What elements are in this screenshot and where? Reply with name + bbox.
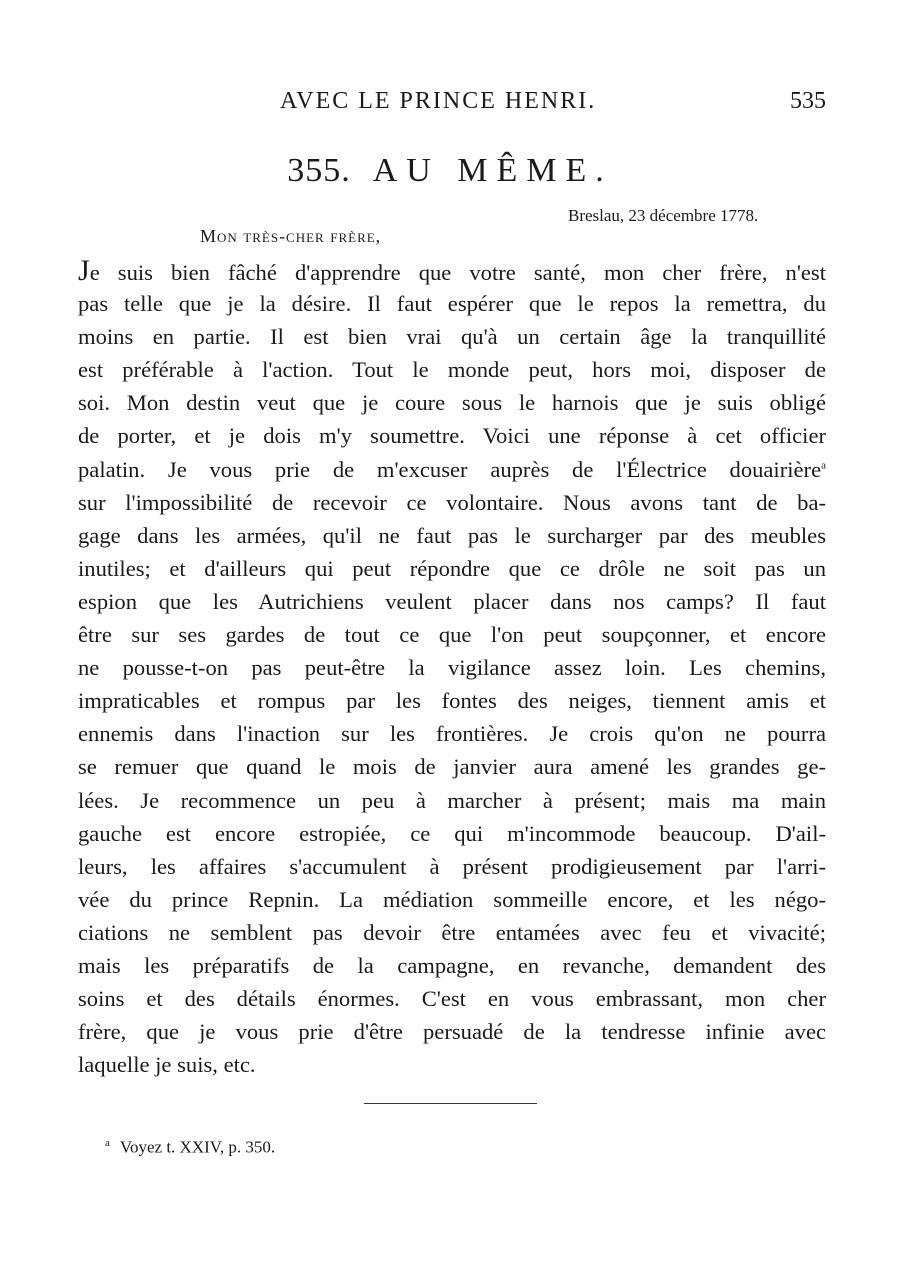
footnote-reference: a: [821, 459, 826, 472]
text-line-content: palatin. Je vous prie de m'excuser auprès de l'Électrice douairière: [78, 456, 822, 482]
letter-title: AU MÊME.: [372, 152, 613, 189]
text-line: soins et des détails énormes. C'est en vous embrassant, mon cher: [78, 986, 826, 1012]
running-title: AVEC LE PRINCE HENRI.: [280, 88, 597, 114]
letter-number: 355.: [287, 152, 351, 189]
text-line: soi. Mon destin veut que je coure sous le harnois que je suis obligé: [78, 390, 826, 416]
text-line: de porter, et je dois m'y soumettre. Voici une réponse à cet officier: [78, 423, 826, 449]
footnote-separator-rule: [364, 1103, 537, 1104]
page-number: 535: [790, 88, 826, 114]
text-line: mais les préparatifs de la campagne, en revanche, demandent des: [78, 952, 826, 978]
footnote: [105, 1137, 275, 1158]
text-line: inutiles; et d'ailleurs qui peut répondre que ce drôle ne soit pas un: [78, 555, 826, 581]
text-line: être sur ses gardes de tout ce que l'on peut soupçonner, et encore: [78, 622, 826, 648]
footnote-text: Voyez t. XXIV, p. 350.: [119, 1137, 276, 1157]
text-line: se remuer que quand le mois de janvier aura amené les grandes ge-: [78, 754, 826, 780]
text-line: pas telle que je la désire. Il faut espérer que le repos la remettra, du: [78, 291, 826, 317]
text-line: vée du prince Repnin. La médiation sommeille encore, et les négo-: [78, 886, 826, 912]
text-line: espion que les Autrichiens veulent placer dans nos camps? Il faut: [78, 588, 826, 614]
text-line-last: laquelle je suis, etc.: [78, 1052, 256, 1078]
text-line: lées. Je recommence un peu à marcher à présent; mais ma main: [78, 787, 826, 813]
text-line: impraticables et rompus par les fontes des neiges, tiennent amis et: [78, 688, 826, 714]
text-line: gauche est encore estropiée, ce qui m'incommode beaucoup. D'ail-: [78, 820, 826, 846]
dateline: Breslau, 23 décembre 1778.: [568, 206, 759, 225]
text-line: ennemis dans l'inaction sur les frontières. Je crois qu'on ne pourra: [78, 721, 826, 747]
text-line: ne pousse-t-on pas peut-être la vigilance assez loin. Les chemins,: [78, 655, 826, 681]
text-line: leurs, les affaires s'accumulent à présent prodigieusement par l'arri-: [78, 853, 826, 879]
first-line-text: e suis bien fâché d'apprendre que votre santé, mon cher frère, n'est: [89, 260, 826, 285]
text-line-with-footnote: [78, 453, 826, 486]
salutation: Mon très-cher frère,: [200, 226, 382, 246]
text-line: ciations ne semblent pas devoir être entamées avec feu et vivacité;: [78, 919, 826, 945]
footnote-mark: a: [105, 1137, 110, 1149]
text-line: est préférable à l'action. Tout le monde peut, hors moi, disposer de: [78, 357, 826, 383]
text-line: frère, que je vous prie d'être persuadé de la tendresse infinie avec: [78, 1019, 826, 1045]
running-header: [0, 88, 900, 120]
text-line: sur l'impossibilité de recevoir ce volontaire. Nous avons tant de ba-: [78, 489, 826, 515]
text-line: gage dans les armées, qu'il ne faut pas le surcharger par des meubles: [78, 522, 826, 548]
letter-body: [78, 254, 826, 1081]
text-line: [78, 254, 826, 287]
drop-cap: J: [78, 254, 90, 287]
letter-heading: [0, 152, 900, 190]
text-line: moins en partie. Il est bien vrai qu'à un certain âge la tranquillité: [78, 324, 826, 350]
